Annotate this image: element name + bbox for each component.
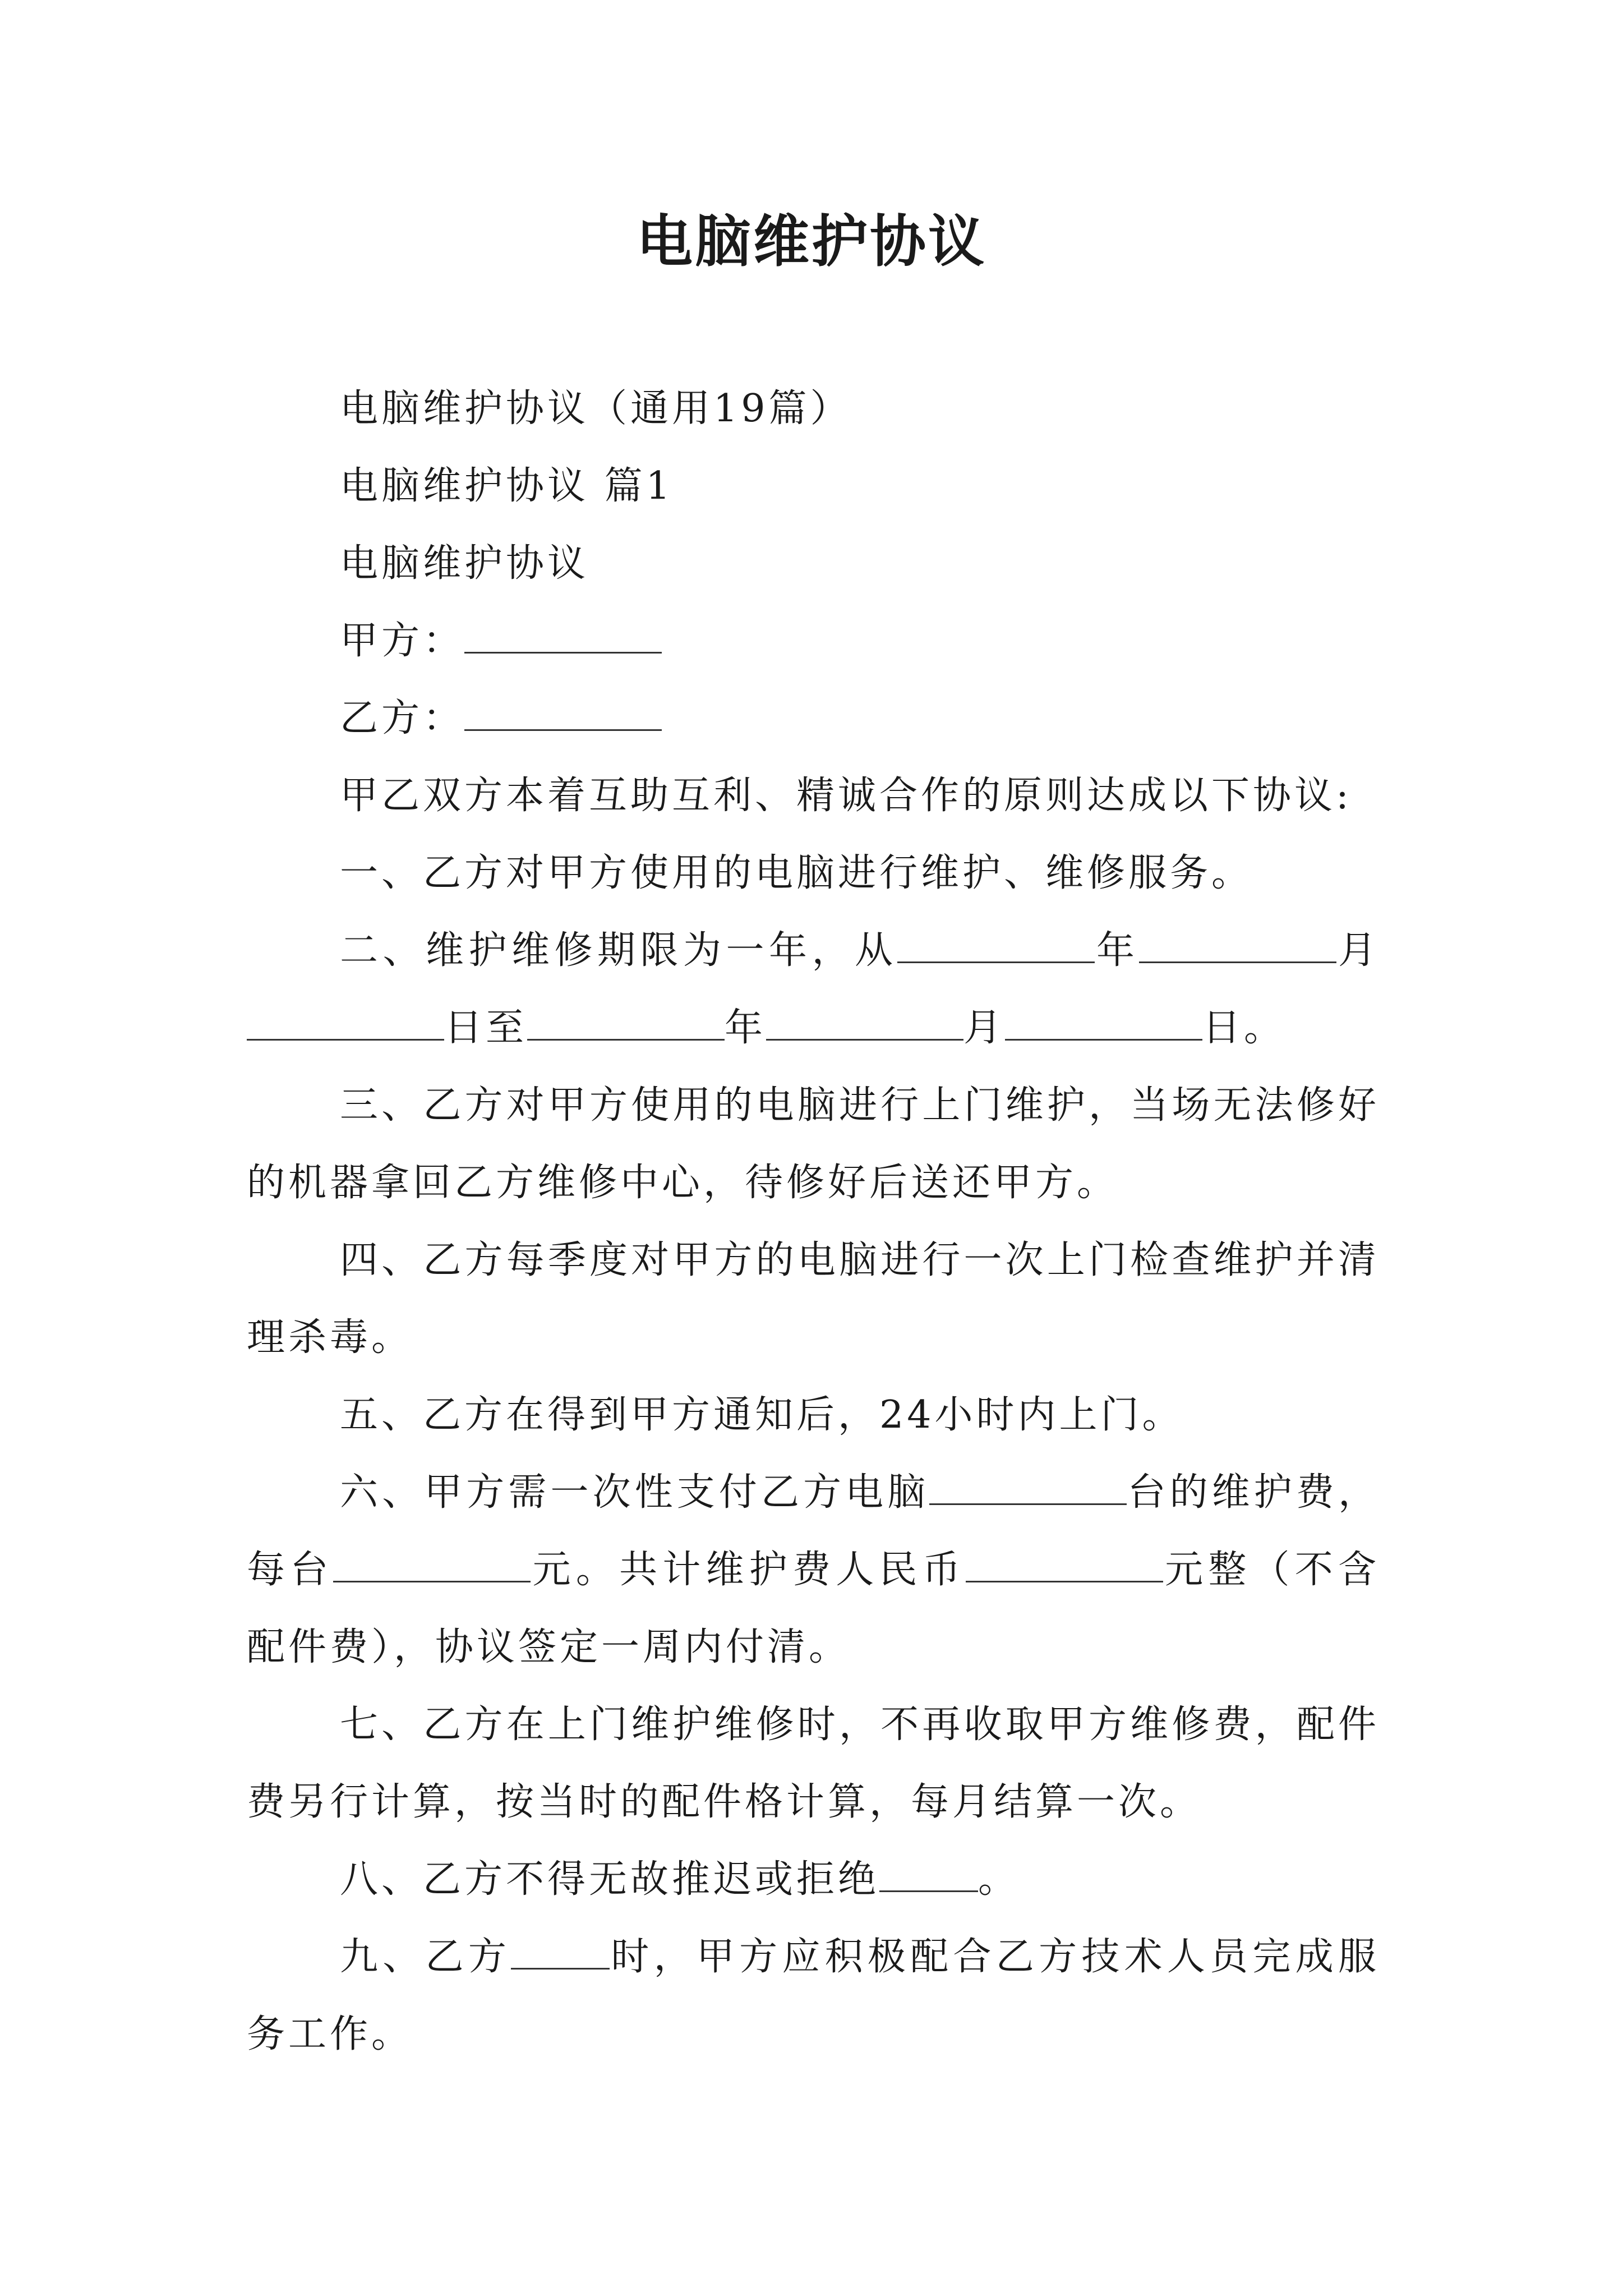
clause-5: 五、乙方在得到甲方通知后，24小时内上门。 xyxy=(340,1393,1184,1437)
section-label: 电脑维护协议 篇1 xyxy=(340,464,674,508)
party-b-blank xyxy=(464,696,662,731)
clause-9 xyxy=(247,1918,1380,2073)
start-year-blank xyxy=(897,928,1095,963)
clause-6-text-4: 元整（不含配件费），协议签定一周内付清。 xyxy=(247,1548,1380,1669)
clause-3: 三、乙方对甲方使用的电脑进行上门维护，当场无法修好的机器拿回乙方维修中心，待修好后送还甲方。 xyxy=(247,1083,1380,1205)
clause-2-text-2: 年 xyxy=(1095,928,1140,973)
clause-9-text-1: 九、乙方 xyxy=(340,1935,511,1979)
clause-6-text-2: 台的维护费，每台 xyxy=(247,1470,1380,1592)
clause-6-text-1: 六、甲方需一次性支付乙方电脑 xyxy=(340,1470,930,1515)
total-fee-blank xyxy=(966,1547,1163,1582)
agreement-heading: 电脑维护协议 xyxy=(340,541,589,586)
unit-fee-blank xyxy=(333,1547,531,1582)
end-month-blank xyxy=(766,1005,963,1041)
clause-9-text-2: 时，甲方应积极配合乙方技术人员完成服务工作。 xyxy=(247,1935,1380,2056)
party-a-blank xyxy=(464,618,662,654)
clause-2-text-1: 二、维护维修期限为一年，从 xyxy=(340,928,898,973)
clause-8 xyxy=(247,1841,1380,1918)
clause-4: 四、乙方每季度对甲方的电脑进行一次上门检查维护并清理杀毒。 xyxy=(247,1238,1380,1360)
clause-6 xyxy=(247,1454,1380,1686)
end-year-blank xyxy=(527,1005,725,1041)
party-a-label: 甲方： xyxy=(340,619,465,663)
document-body xyxy=(247,370,1380,2073)
document-subtitle: 电脑维护协议（通用19篇） xyxy=(340,386,852,431)
clause-6-text-3: 元。共计维护费人民币 xyxy=(531,1548,966,1592)
clause-2 xyxy=(247,912,1380,1067)
clause-1: 一、乙方对甲方使用的电脑进行维护、维修服务。 xyxy=(340,851,1253,895)
party-a-line xyxy=(247,602,1380,680)
clause-2-text-6: 月 xyxy=(963,1006,1006,1050)
start-day-blank xyxy=(247,1005,444,1041)
clause-8-text-2: 。 xyxy=(978,1857,1020,1902)
clause-2-text-7: 日。 xyxy=(1202,1006,1286,1050)
clause-8-blank xyxy=(879,1857,978,1892)
clause-7: 七、乙方在上门维护维修时，不再收取甲方维修费，配件费另行计算，按当时的配件格计算，每月结算一次。 xyxy=(247,1703,1380,1824)
clause-2-text-4: 日至 xyxy=(444,1006,528,1050)
party-b-line xyxy=(247,680,1380,757)
intro-paragraph: 甲乙双方本着互助互利、精诚合作的原则达成以下协议: xyxy=(340,774,1352,818)
clause-2-text-3: 月 xyxy=(1336,928,1380,973)
clause-2-text-5: 年 xyxy=(725,1006,767,1050)
document-title: 电脑维护协议 xyxy=(637,208,986,274)
clause-8-text-1: 八、乙方不得无故推迟或拒绝 xyxy=(340,1857,880,1902)
start-month-blank xyxy=(1139,928,1336,963)
end-day-blank xyxy=(1005,1005,1202,1041)
computer-count-blank xyxy=(929,1470,1127,1505)
clause-9-blank xyxy=(511,1934,610,1970)
party-b-label: 乙方： xyxy=(340,696,465,740)
